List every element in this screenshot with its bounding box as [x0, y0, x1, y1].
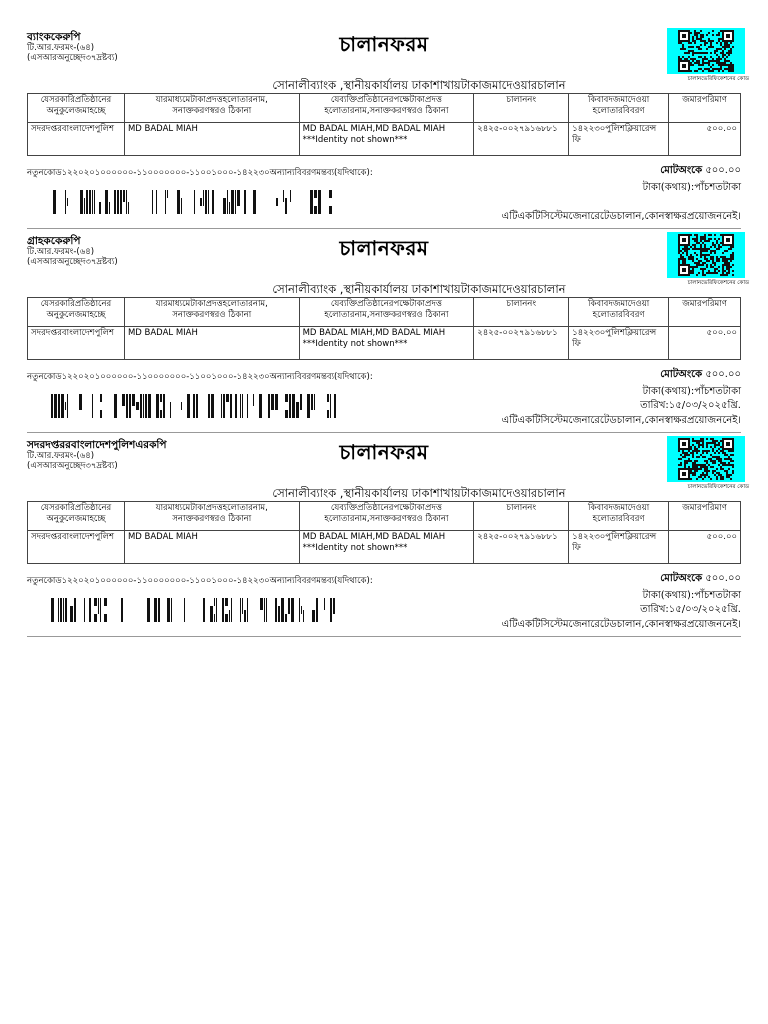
cell-depositor: MD BADAL MIAH: [124, 531, 299, 564]
header-office: যেসরকারিপ্রতিষ্ঠানের অনুকুলেজমাহচ্ছে: [28, 94, 125, 123]
form-number-line: টি.আর.ফরমং-(৬৪): [27, 451, 95, 461]
header-challan-no: চালাননং: [474, 94, 569, 123]
date: তারিখ:১৫/০৩/২০২৫খ্রি.: [640, 400, 741, 411]
total-label: মোটঅংকে: [660, 573, 703, 584]
amount-in-words: টাকা(কথায়):পাঁচশতটাকা: [642, 182, 741, 193]
header-purpose: কিবাবদজমাদেওয়া হলোতারবিবরণ: [569, 298, 669, 327]
system-note: এটিএকটিসিস্টেমজেনারেটেডচালান,কোনস্বাক্ষরপ্রয়োজননেই।: [501, 211, 741, 222]
header-depositor: যারমাধ্যমেটাকাপ্রদত্তহলোতারনাম, সনাক্তকরণস্বরও ঠিকানা: [124, 94, 299, 123]
amount-in-words: টাকা(কথায়):পাঁচশতটাকা: [642, 386, 741, 397]
copy-label: সদরদপ্তররবাংলাদেশপুলিশএরকপি: [27, 439, 167, 451]
table-row: [28, 327, 741, 360]
system-note: এটিএকটিসিস্টেমজেনারেটেডচালান,কোনস্বাক্ষরপ্রয়োজননেই।: [501, 415, 741, 426]
total-label: মোটঅংকে: [660, 165, 703, 176]
total-value: ৫০০.০০: [702, 165, 741, 176]
copy-label: ব্যাংককেরুপি: [27, 31, 81, 43]
payer-identity: ***Identity not shown***: [302, 543, 408, 553]
header-payer: যেব্যক্তিপ্রতিষ্ঠানেরপক্ষেটাকাপ্রদত্ত হলোতারনাম,সনাক্তকরণস্বরও ঠিকানা: [299, 94, 474, 123]
copy-separator: [27, 228, 741, 229]
qr-code: [667, 28, 745, 74]
cell-payer: [299, 327, 474, 360]
barcode-pattern: [51, 394, 337, 418]
cell-amount: ৫০০.০০: [669, 123, 741, 156]
challan-table: [27, 297, 741, 360]
cell-purpose: ১৪২২৩০পুলিশক্লিয়ারেন্স ফি: [569, 123, 669, 156]
bank-line: সোনালীব্যাংক ,স্থানীয়কার্যালয় ঢাকাশাখায়টাকাজমাদেওয়ারচালান: [272, 282, 566, 296]
total-amount: [660, 571, 741, 588]
barcode: [51, 394, 337, 422]
cell-depositor: MD BADAL MIAH: [124, 327, 299, 360]
cell-payer: [299, 123, 474, 156]
qr-code: [667, 436, 745, 482]
code-line: নতুনকোড১২২০২০১০০০০০০-১১০০০০০০০-১১০০১০০০-১৪২২৩০অন্যান্যবিবরণমন্তব্য(যদিথাকে):: [27, 168, 373, 178]
header-depositor: যারমাধ্যমেটাকাপ্রদত্তহলোতারনাম, সনাক্তকরণস্বরও ঠিকানা: [124, 298, 299, 327]
code-line: নতুনকোড১২২০২০১০০০০০০-১১০০০০০০০-১১০০১০০০-১৪২২৩০অন্যান্যবিবরণমন্তব্য(যদিথাকে):: [27, 372, 373, 382]
total-label: মোটঅংকে: [660, 369, 703, 380]
total-value: ৫০০.০০: [702, 573, 741, 584]
table-row: [28, 531, 741, 564]
copy-separator: [27, 636, 741, 637]
form-number-line: টি.আর.ফরমং-(৬৪): [27, 247, 95, 257]
form-reference-line: (এসআরঅনুচ্ছেদ৩৭দ্রষ্টব্য): [27, 461, 118, 471]
header-office: যেসরকারিপ্রতিষ্ঠানের অনুকুলেজমাহচ্ছে: [28, 502, 125, 531]
qr-pattern: [678, 438, 734, 480]
header-challan-no: চালাননং: [474, 298, 569, 327]
header-payer: যেব্যক্তিপ্রতিষ্ঠানেরপক্ষেটাকাপ্রদত্ত হলোতারনাম,সনাক্তকরণস্বরও ঠিকানা: [299, 298, 474, 327]
bank-line: সোনালীব্যাংক ,স্থানীয়কার্যালয় ঢাকাশাখায়টাকাজমাদেওয়ারচালান: [272, 78, 566, 92]
total-amount: [660, 367, 741, 384]
date: তারিখ:১৫/০৩/২০২৫খ্রি.: [640, 604, 741, 615]
payer-name: MD BADAL MIAH,MD BADAL MIAH: [302, 124, 446, 134]
header-amount: জমারপরিমাণ: [669, 94, 741, 123]
cell-amount: ৫০০.০০: [669, 531, 741, 564]
cell-payer: [299, 531, 474, 564]
header-office: যেসরকারিপ্রতিষ্ঠানের অনুকুলেজমাহচ্ছে: [28, 298, 125, 327]
cell-depositor: MD BADAL MIAH: [124, 123, 299, 156]
cell-purpose: ১৪২২৩০পুলিশক্লিয়ারেন্স ফি: [569, 531, 669, 564]
qr-caption: চালানভেরিফিকেশনের কোড: [687, 280, 749, 286]
copy-label: গ্রাহককেরুপি: [27, 235, 81, 247]
cell-office: সদরদপ্তরবাংলাদেশপুলিশ: [28, 531, 125, 564]
payer-name: MD BADAL MIAH,MD BADAL MIAH: [302, 328, 446, 338]
system-note: এটিএকটিসিস্টেমজেনারেটেডচালান,কোনস্বাক্ষরপ্রয়োজননেই।: [501, 619, 741, 630]
qr-pattern: [678, 234, 734, 276]
header-purpose: কিবাবদজমাদেওয়া হলোতারবিবরণ: [569, 502, 669, 531]
challan-copy-customer: [27, 234, 749, 439]
table-header-row: [28, 298, 741, 327]
table-header-row: [28, 502, 741, 531]
qr-pattern: [678, 30, 734, 72]
copy-separator: [27, 432, 741, 433]
bank-line: সোনালীব্যাংক ,স্থানীয়কার্যালয় ঢাকাশাখায়টাকাজমাদেওয়ারচালান: [272, 486, 566, 500]
form-title: চালানফরম: [339, 440, 429, 464]
qr-caption: চালানভেরিফিকেশনের কোড: [687, 484, 749, 490]
cell-office: সদরদপ্তরবাংলাদেশপুলিশ: [28, 123, 125, 156]
cell-challan-no: ২৪২৫-০০২৭৯১৬৮৮১: [474, 123, 569, 156]
total-amount: [660, 163, 741, 180]
cell-amount: ৫০০.০০: [669, 327, 741, 360]
cell-challan-no: ২৪২৫-০০২৭৯১৬৮৮১: [474, 327, 569, 360]
qr-caption: চালানভেরিফিকেশনের কোড: [687, 76, 749, 82]
payer-name: MD BADAL MIAH,MD BADAL MIAH: [302, 532, 446, 542]
cell-office: সদরদপ্তরবাংলাদেশপুলিশ: [28, 327, 125, 360]
barcode-pattern: [51, 598, 337, 622]
qr-code: [667, 232, 745, 278]
header-purpose: কিবাবদজমাদেওয়া হলোতারবিবরণ: [569, 94, 669, 123]
cell-challan-no: ২৪২৫-০০২৭৯১৬৮৮১: [474, 531, 569, 564]
total-value: ৫০০.০০: [702, 369, 741, 380]
challan-table: [27, 93, 741, 156]
amount-in-words: টাকা(কথায়):পাঁচশতটাকা: [642, 590, 741, 601]
challan-table: [27, 501, 741, 564]
payer-identity: ***Identity not shown***: [302, 135, 408, 145]
table-row: [28, 123, 741, 156]
challan-copy-bank: [27, 30, 749, 235]
header-challan-no: চালাননং: [474, 502, 569, 531]
barcode: [51, 190, 337, 218]
form-title: চালানফরম: [339, 32, 429, 56]
code-line: নতুনকোড১২২০২০১০০০০০০-১১০০০০০০০-১১০০১০০০-১৪২২৩০অন্যান্যবিবরণমন্তব্য(যদিথাকে):: [27, 576, 373, 586]
header-payer: যেব্যক্তিপ্রতিষ্ঠানেরপক্ষেটাকাপ্রদত্ত হলোতারনাম,সনাক্তকরণস্বরও ঠিকানা: [299, 502, 474, 531]
form-title: চালানফরম: [339, 236, 429, 260]
form-reference-line: (এসআরঅনুচ্ছেদ৩৭দ্রষ্টব্য): [27, 257, 118, 267]
cell-purpose: ১৪২২৩০পুলিশক্লিয়ারেন্স ফি: [569, 327, 669, 360]
header-amount: জমারপরিমাণ: [669, 502, 741, 531]
header-amount: জমারপরিমাণ: [669, 298, 741, 327]
barcode-pattern: [51, 190, 337, 214]
form-number-line: টি.আর.ফরমং-(৬৪): [27, 43, 95, 53]
header-depositor: যারমাধ্যমেটাকাপ্রদত্তহলোতারনাম, সনাক্তকরণস্বরও ঠিকানা: [124, 502, 299, 531]
challan-copy-police-hq: [27, 438, 749, 643]
form-reference-line: (এসআরঅনুচ্ছেদ৩৭দ্রষ্টব্য): [27, 53, 118, 63]
table-header-row: [28, 94, 741, 123]
barcode: [51, 598, 337, 626]
payer-identity: ***Identity not shown***: [302, 339, 408, 349]
